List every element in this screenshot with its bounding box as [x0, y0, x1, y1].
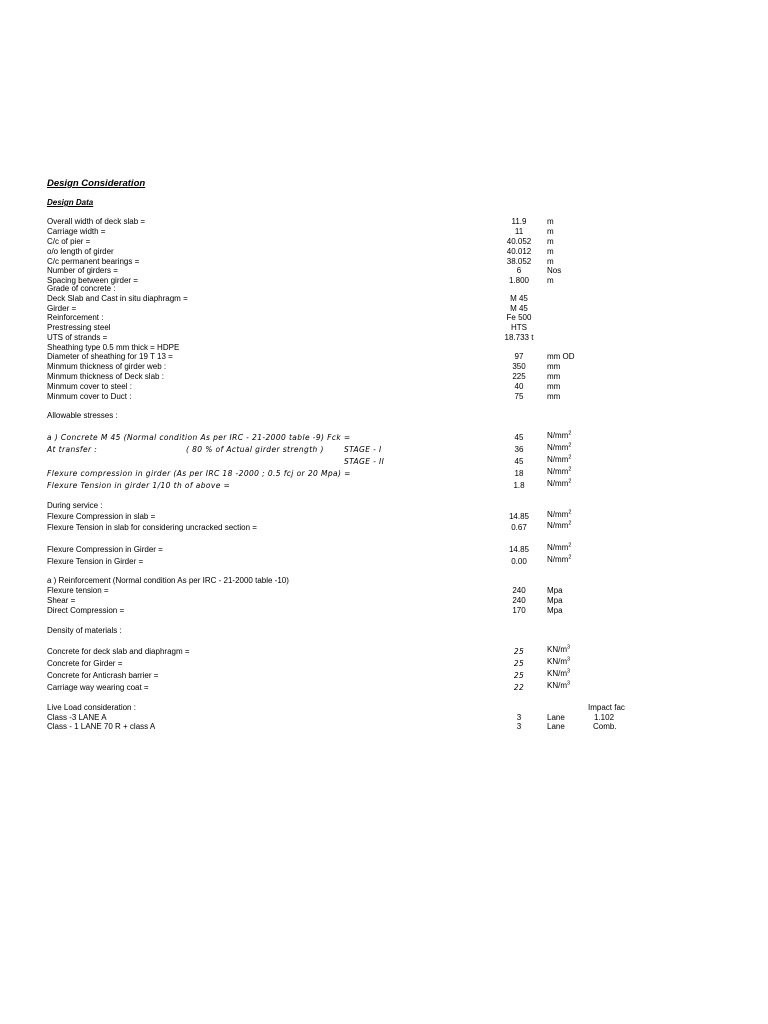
row-value: 3: [516, 713, 522, 722]
impact-factor-header: Impact fac: [588, 703, 625, 712]
row-label: Diameter of sheathing for 19 T 13 =: [47, 352, 173, 361]
row-value: 240: [512, 586, 526, 595]
row-label: Overall width of deck slab =: [47, 217, 146, 226]
row-unit: mm: [547, 382, 561, 391]
row-value: M 45: [510, 304, 528, 313]
live-load-label: Live Load consideration :: [47, 703, 136, 712]
row-value: 6: [516, 266, 522, 275]
flexure-compression-girder: Flexure compression in girder (As per IRC 18 -2000 ; 0.5 fcj or 20 Mpa) =: [47, 469, 351, 478]
row-label: Minmum cover to steel :: [47, 382, 132, 391]
stress-unit: $N/mm^2$: [547, 520, 572, 530]
row-value: 3: [516, 722, 522, 731]
row-value: 225: [512, 372, 526, 381]
stress-unit: $N/mm^2$: [547, 509, 572, 519]
row-label: Number of girders =: [47, 266, 118, 275]
row-unit: mm: [547, 372, 561, 381]
row-label: Concrete for Anticrash barrier =: [47, 671, 159, 680]
stress-unit: $N/mm^2$: [547, 554, 572, 564]
at-transfer-note: ( 80 % of Actual girder strength ): [186, 445, 324, 454]
section-heading-design-data: Design Data: [47, 198, 94, 207]
flexure-tension-value: 1.8: [513, 481, 525, 490]
row-label: Minmum cover to Duct :: [47, 392, 132, 401]
row-label: Reinforcement :: [47, 313, 104, 322]
density-unit: $KN/m^3$: [547, 668, 571, 678]
row-label: Carriage way wearing coat =: [47, 683, 149, 692]
row-unit: Mpa: [547, 586, 563, 595]
row-label: C/c permanent bearings =: [47, 257, 140, 266]
row-label: UTS of strands =: [47, 333, 108, 342]
row-value: 25: [513, 647, 525, 656]
stress-unit: $N/mm^2$: [547, 442, 572, 452]
row-label: Carriage width =: [47, 227, 106, 236]
row-label: Minmum thickness of girder web :: [47, 362, 167, 371]
reinforcement-label: a ) Reinforcement (Normal condition As per IRC - 21-2000 table -10): [47, 576, 289, 585]
row-value: 97: [514, 352, 524, 361]
row-label: Grade of concrete :: [47, 284, 116, 293]
row-value: 18.733 t: [504, 333, 534, 342]
stress-unit: $N/mm^2$: [547, 542, 572, 552]
row-unit: Mpa: [547, 596, 563, 605]
row-unit: mm: [547, 362, 561, 371]
row-value: 25: [513, 659, 525, 668]
row-label: C/c of pier =: [47, 237, 91, 246]
row-unit: m: [547, 247, 554, 256]
row-value: 75: [514, 392, 524, 401]
row-label: Shear =: [47, 596, 76, 605]
row-label: Sheathing type 0.5 mm thick = HDPE: [47, 343, 180, 352]
impact-factor-value: Comb.: [593, 722, 617, 731]
row-unit: m: [547, 276, 554, 285]
row-value: 40.012: [506, 247, 532, 256]
row-label: Class -3 LANE A: [47, 713, 107, 722]
row-unit: Lane: [547, 713, 565, 722]
row-label: Concrete for deck slab and diaphragm =: [47, 647, 190, 656]
density-label: Density of materials :: [47, 626, 122, 635]
row-label: Flexure Tension in slab for considering uncracked section =: [47, 523, 257, 532]
row-unit: Nos: [547, 266, 562, 275]
stress-unit: $N/mm^2$: [547, 454, 572, 464]
row-unit: m: [547, 227, 554, 236]
stage-1-label: STAGE - I: [344, 445, 382, 454]
row-value: 22: [513, 683, 525, 692]
row-label: Deck Slab and Cast in situ diaphragm =: [47, 294, 188, 303]
row-value: 14.85: [508, 545, 530, 554]
flexure-compression-value: 18: [514, 469, 524, 478]
row-value: 40.052: [506, 237, 532, 246]
row-value: HTS: [511, 323, 527, 332]
row-value: M 45: [510, 294, 528, 303]
row-unit: Lane: [547, 722, 565, 731]
row-value: 11.9: [511, 217, 527, 226]
row-label: Class - 1 LANE 70 R + class A: [47, 722, 156, 731]
row-unit: mm OD: [547, 352, 575, 361]
row-unit: Mpa: [547, 606, 563, 615]
stage-2-label: STAGE - II: [344, 457, 385, 466]
density-unit: $KN/m^3$: [547, 656, 571, 666]
stress-unit: $N/mm^2$: [547, 466, 572, 476]
row-label: Girder =: [47, 304, 77, 313]
at-transfer-label: At transfer :: [47, 445, 98, 454]
row-label: Flexure Tension in Girder =: [47, 557, 144, 566]
row-value: 40: [514, 382, 524, 391]
row-value: 350: [512, 362, 526, 371]
row-label: Concrete for Girder =: [47, 659, 123, 668]
row-value: 1.800: [508, 276, 530, 285]
row-value: 25: [513, 671, 525, 680]
allowable-stresses-label: Allowable stresses :: [47, 411, 118, 420]
page-title: Design Consideration: [47, 178, 146, 189]
stage-1-value: 36: [514, 445, 524, 454]
row-unit: m: [547, 257, 554, 266]
row-label: Spacing between girder =: [47, 276, 138, 285]
row-label: Flexure tension =: [47, 586, 109, 595]
stress-unit: $N/mm^2$: [547, 430, 572, 440]
row-value: 240: [512, 596, 526, 605]
stress-unit: $N/mm^2$: [547, 478, 572, 488]
row-value: 11: [514, 227, 524, 236]
row-value: 170: [512, 606, 526, 615]
row-value: Fe 500: [506, 313, 532, 322]
impact-factor-value: 1.102: [594, 713, 615, 722]
density-unit: $KN/m^3$: [547, 644, 571, 654]
density-unit: $KN/m^3$: [547, 680, 571, 690]
row-value: 0.00: [511, 557, 527, 566]
fck-value: 45: [514, 433, 524, 442]
row-label: Minmum thickness of Deck slab :: [47, 372, 164, 381]
row-value: 0.67: [511, 523, 527, 532]
flexure-tension-girder: Flexure Tension in girder 1/10 th of above =: [47, 481, 231, 490]
row-unit: m: [547, 217, 554, 226]
stage-2-value: 45: [514, 457, 524, 466]
row-value: 38.052: [506, 257, 532, 266]
row-label: o/o length of girder: [47, 247, 114, 256]
row-label: Flexure Compression in slab =: [47, 512, 156, 521]
row-value: 14.85: [508, 512, 530, 521]
row-label: Flexure Compression in Girder =: [47, 545, 163, 554]
during-service-label: During service :: [47, 501, 103, 510]
concrete-line: a ) Concrete M 45 (Normal condition As per IRC - 21-2000 table -9) Fck =: [47, 433, 351, 442]
row-label: Prestressing steel: [47, 323, 111, 332]
row-unit: m: [547, 237, 554, 246]
row-label: Direct Compression =: [47, 606, 125, 615]
row-unit: mm: [547, 392, 561, 401]
